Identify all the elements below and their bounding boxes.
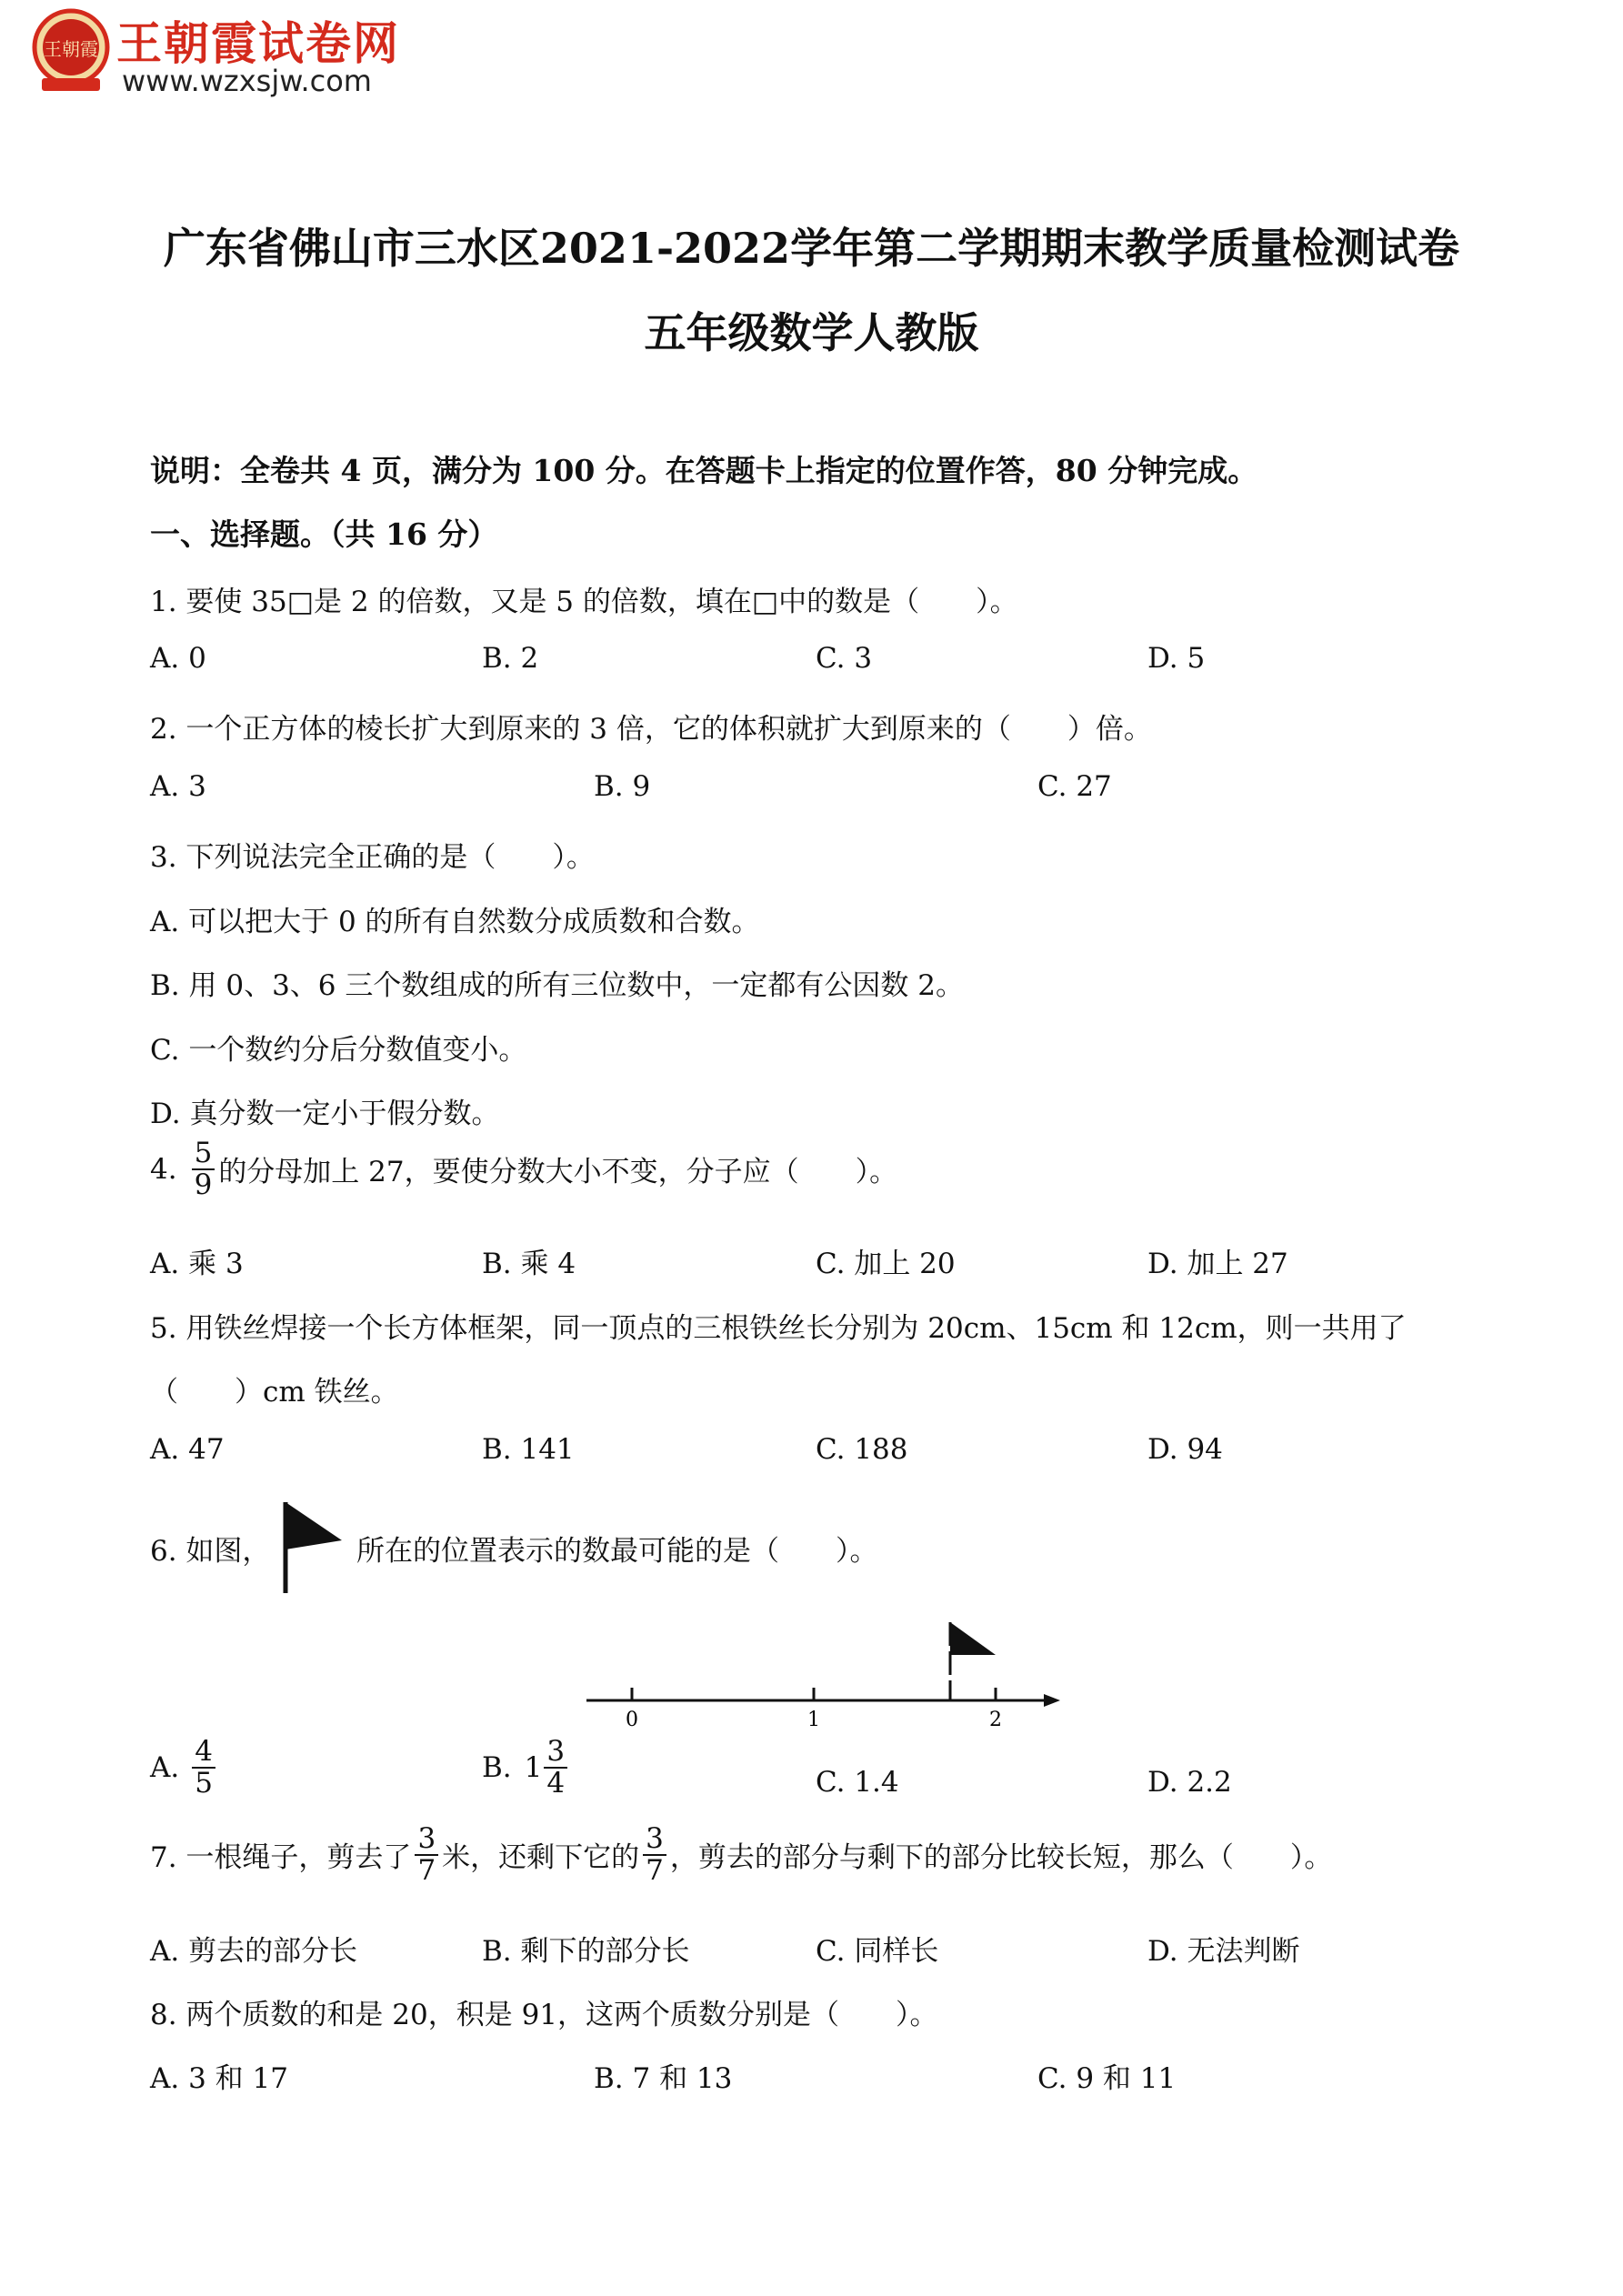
logo-text: 王朝霞 <box>44 38 98 60</box>
q5-option-d[interactable]: D. 94 <box>1147 1433 1223 1466</box>
exam-instructions: 说明：全卷共 4 页，满分为 100 分。在答题卡上指定的位置作答，80 分钟完成。 <box>150 453 1258 488</box>
q7-fraction-1-numerator: 3 <box>415 1824 438 1856</box>
q1-option-c[interactable]: C. 3 <box>816 642 873 675</box>
q7-option-a[interactable]: A. 剪去的部分长 <box>150 1935 358 1968</box>
q1-option-a[interactable]: A. 0 <box>150 642 206 675</box>
q3-option-d[interactable]: D. 真分数一定小于假分数。 <box>150 1098 500 1130</box>
q8-option-b[interactable]: B. 7 和 13 <box>594 2062 733 2095</box>
number-line-label-0: 0 <box>626 1709 638 1728</box>
q7-fraction-2 <box>643 1824 666 1885</box>
q5-option-c[interactable]: C. 188 <box>816 1433 908 1466</box>
q4-text: 的分母加上 27，要使分数大小不变，分子应（ ）。 <box>218 1156 898 1189</box>
flag-icon <box>280 1499 346 1595</box>
q4-option-d[interactable]: D. 加上 27 <box>1147 1248 1288 1280</box>
q7-fraction-1-denominator: 7 <box>417 1853 436 1887</box>
q6-option-a[interactable] <box>150 1737 219 1798</box>
q4-option-c[interactable]: C. 加上 20 <box>816 1248 956 1280</box>
q7-fraction-1 <box>415 1824 438 1885</box>
question-7 <box>150 1824 1332 1885</box>
q8-option-c[interactable]: C. 9 和 11 <box>1037 2062 1177 2095</box>
q6-option-a-label: A. <box>150 1750 180 1784</box>
q2-option-a[interactable]: A. 3 <box>150 770 206 803</box>
q2-option-b[interactable]: B. 9 <box>594 770 651 803</box>
q5-option-a[interactable]: A. 47 <box>150 1433 225 1466</box>
number-line-flag-icon <box>950 1622 996 1700</box>
q4-number: 4. <box>150 1152 177 1186</box>
question-8: 8. 两个质数的和是 20，积是 91，这两个质数分别是（ ）。 <box>150 1999 938 2031</box>
site-url[interactable]: www.wzxsjw.com <box>122 64 372 98</box>
q6-option-b-whole: 1 <box>524 1750 543 1784</box>
q7-text-part3: ，剪去的部分与剩下的部分比较长短，那么（ ）。 <box>669 1841 1333 1875</box>
q6-option-d[interactable]: D. 2.2 <box>1147 1766 1232 1799</box>
question-2: 2. 一个正方体的棱长扩大到原来的 3 倍，它的体积就扩大到原来的（ ）倍。 <box>150 713 1152 746</box>
page-subtitle: 五年级数学人教版 <box>644 308 979 357</box>
q7-text-part2: 米，还剩下它的 <box>442 1841 640 1875</box>
q6-option-a-numerator: 4 <box>192 1737 215 1769</box>
question-5-continued: （ ）cm 铁丝。 <box>150 1376 399 1409</box>
q7-option-c[interactable]: C. 同样长 <box>816 1935 939 1968</box>
q7-fraction-2-numerator: 3 <box>643 1824 666 1856</box>
q7-option-d[interactable]: D. 无法判断 <box>1147 1935 1300 1968</box>
page-title: 广东省佛山市三水区2021-2022学年第二学期期末教学质量检测试卷 <box>163 224 1460 273</box>
q7-fraction-2-denominator: 7 <box>646 1853 664 1887</box>
number-line <box>582 1600 1064 1728</box>
q5-option-b[interactable]: B. 141 <box>482 1433 575 1466</box>
q4-option-a[interactable]: A. 乘 3 <box>150 1248 244 1280</box>
q6-option-b-denominator: 4 <box>546 1766 566 1800</box>
q4-fraction-denominator: 9 <box>194 1168 213 1201</box>
number-line-label-1: 1 <box>807 1709 820 1728</box>
question-3: 3. 下列说法完全正确的是（ ）。 <box>150 841 595 874</box>
q4-fraction-numerator: 5 <box>192 1138 215 1170</box>
q6-option-b-label: B. <box>482 1750 512 1784</box>
site-brand: 王朝霞试卷网 <box>116 17 400 70</box>
section-heading: 一、选择题。（共 16 分） <box>150 516 498 552</box>
q1-option-d[interactable]: D. 5 <box>1147 642 1206 675</box>
q3-option-a[interactable]: A. 可以把大于 0 的所有自然数分成质数和合数。 <box>150 906 760 938</box>
q7-option-b[interactable]: B. 剩下的部分长 <box>482 1935 690 1968</box>
q6-option-b[interactable] <box>482 1737 571 1798</box>
question-6-text: 所在的位置表示的数最可能的是（ ）。 <box>356 1535 878 1568</box>
q7-text-part1: 7. 一根绳子，剪去了 <box>150 1841 412 1875</box>
question-4 <box>150 1138 897 1199</box>
q6-option-b-fraction <box>544 1737 567 1798</box>
q4-fraction <box>192 1138 215 1199</box>
question-1: 1. 要使 35□是 2 的倍数，又是 5 的倍数，填在□中的数是（ ）。 <box>150 586 1018 618</box>
q3-option-b[interactable]: B. 用 0、3、6 三个数组成的所有三位数中，一定都有公因数 2。 <box>150 969 964 1002</box>
question-6-prefix: 6. 如图， <box>150 1535 271 1568</box>
q6-option-b-numerator: 3 <box>544 1737 567 1769</box>
q6-option-a-denominator: 5 <box>195 1766 213 1800</box>
q6-option-c[interactable]: C. 1.4 <box>816 1766 899 1799</box>
q3-option-c[interactable]: C. 一个数约分后分数值变小。 <box>150 1034 527 1067</box>
site-logo <box>27 7 115 95</box>
q6-option-a-fraction <box>192 1737 215 1798</box>
question-5: 5. 用铁丝焊接一个长方体框架，同一顶点的三根铁丝长分别为 20cm、15cm 和 12cm，则一共用了 <box>150 1312 1407 1345</box>
number-line-label-2: 2 <box>989 1709 1002 1728</box>
q4-option-b[interactable]: B. 乘 4 <box>482 1248 576 1280</box>
q2-option-c[interactable]: C. 27 <box>1037 770 1112 803</box>
q1-option-b[interactable]: B. 2 <box>482 642 539 675</box>
q8-option-a[interactable]: A. 3 和 17 <box>150 2062 288 2095</box>
